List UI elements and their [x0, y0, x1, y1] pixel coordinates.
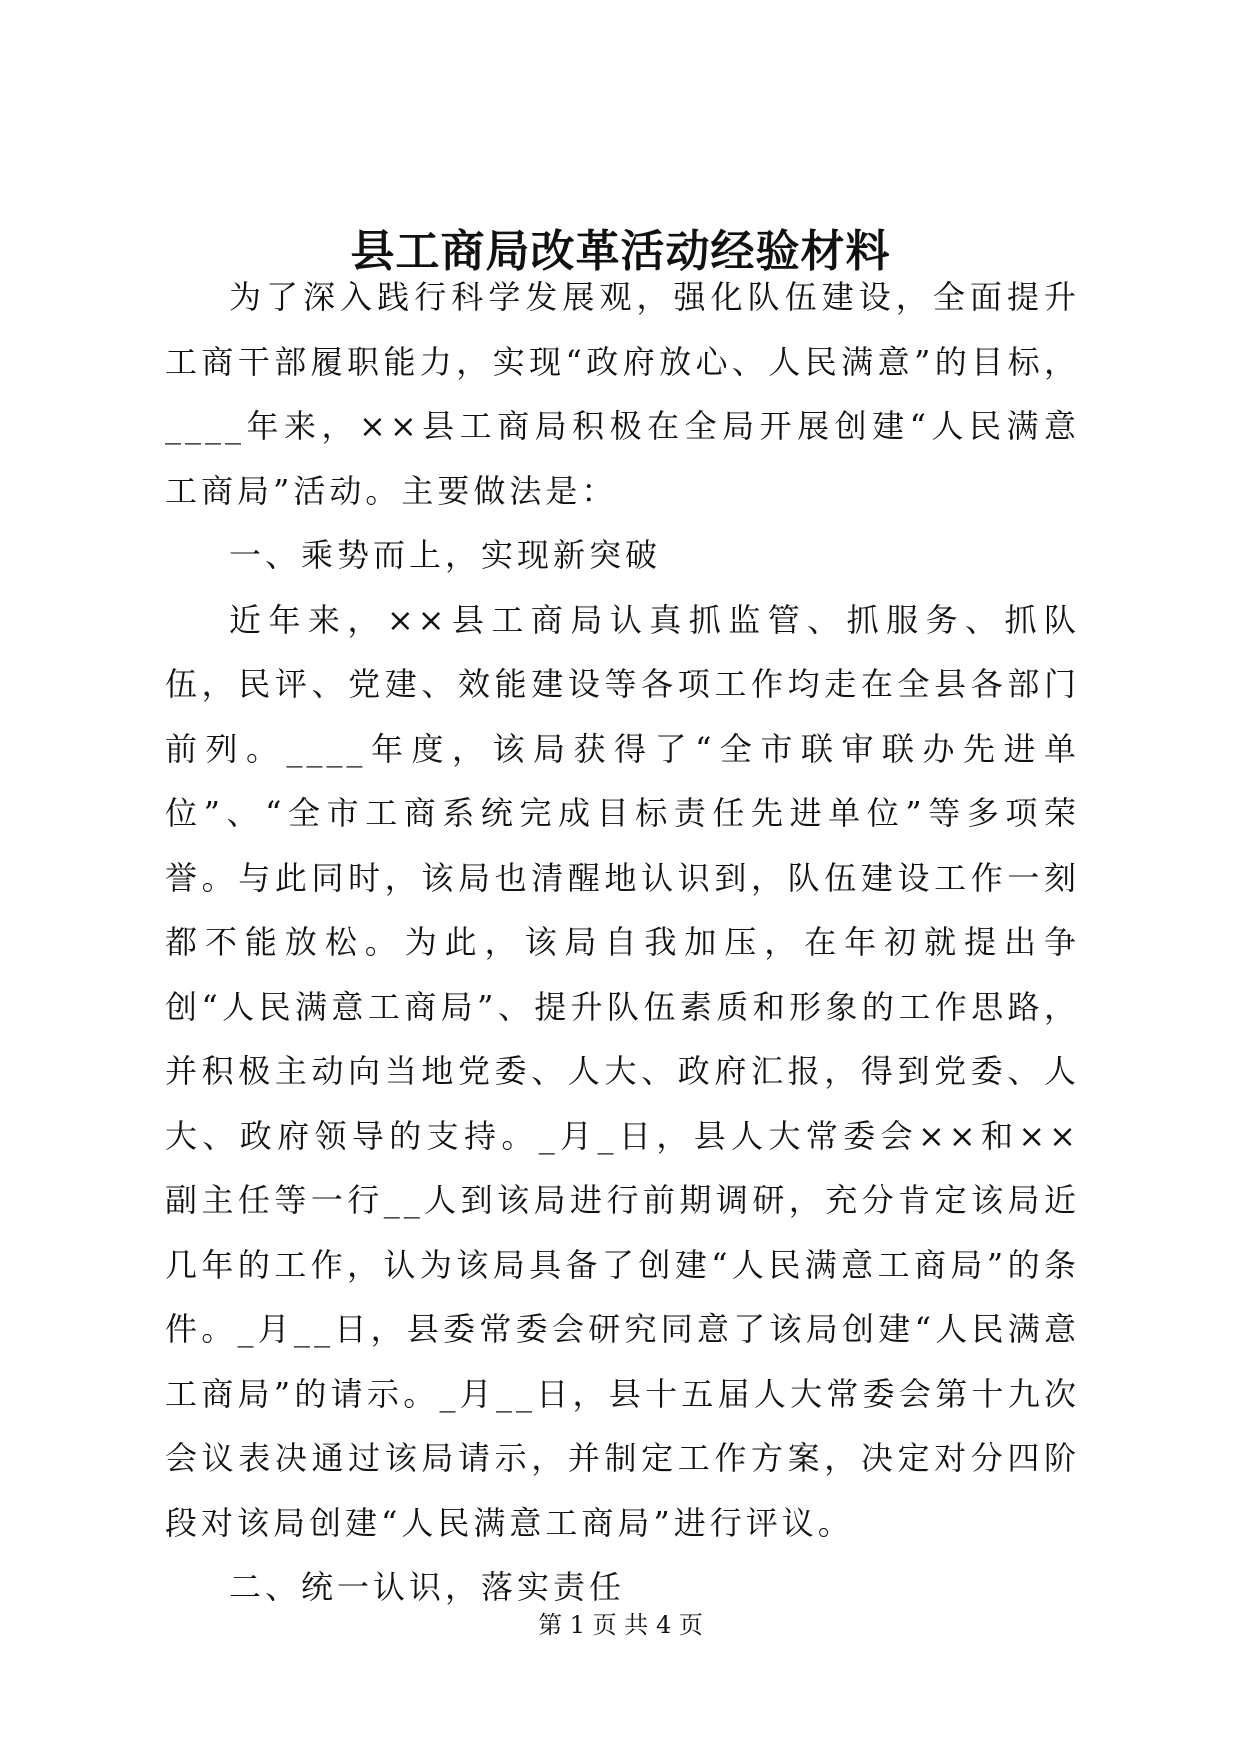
document-title: 县工商局改革活动经验材料	[350, 226, 891, 277]
page-footer: 第 1 页 共 4 页	[538, 1611, 703, 1639]
section-heading-1: 一、乘势而上，实现新突破	[229, 536, 662, 574]
intro-paragraph: 为了深入践行科学发展观，强化队伍建设，全面提升工商干部履职能力，实现“政府放心、人民满意”的目标，____年来，××县工商局积极在全局开展创建“人民满意工商局”活动。主要做法是：	[165, 278, 1080, 510]
document-body	[165, 265, 1080, 1620]
section-heading-2: 二、统一认识，落实责任	[229, 1568, 626, 1606]
section-1-paragraph: 近年来，××县工商局认真抓监管、抓服务、抓队伍，民评、党建、效能建设等各项工作均走在全县各部门前列。____年度，该局获得了“全市联审联办先进单位”、“全市工商系统完成目标责任先进单位”等多项荣誉。与此同时，该局也清醒地认识到，队伍建设工作一刻都不能放松。为此，该局自我加压，在年初就提出争创“人民满意工商局”、提升队伍素质和形象的工作思路，并积极主动向当地党委、人大、政府汇报，得到党委、人大、政府领导的支持。_月_日，县人大常委会××和××副主任等一行__人到该局进行前期调研，充分肯定该局近几年的工作，认为该局具备了创建“人民满意工商局”的条件。_月__日，县委常委会研究同意了该局创建“人民满意工商局”的请示。_月__日，县十五届人大常委会第十九次会议表决通过该局请示，并制定工作方案，决定对分四阶段对该局创建“人民满意工商局”进行评议。	[165, 600, 1080, 1542]
